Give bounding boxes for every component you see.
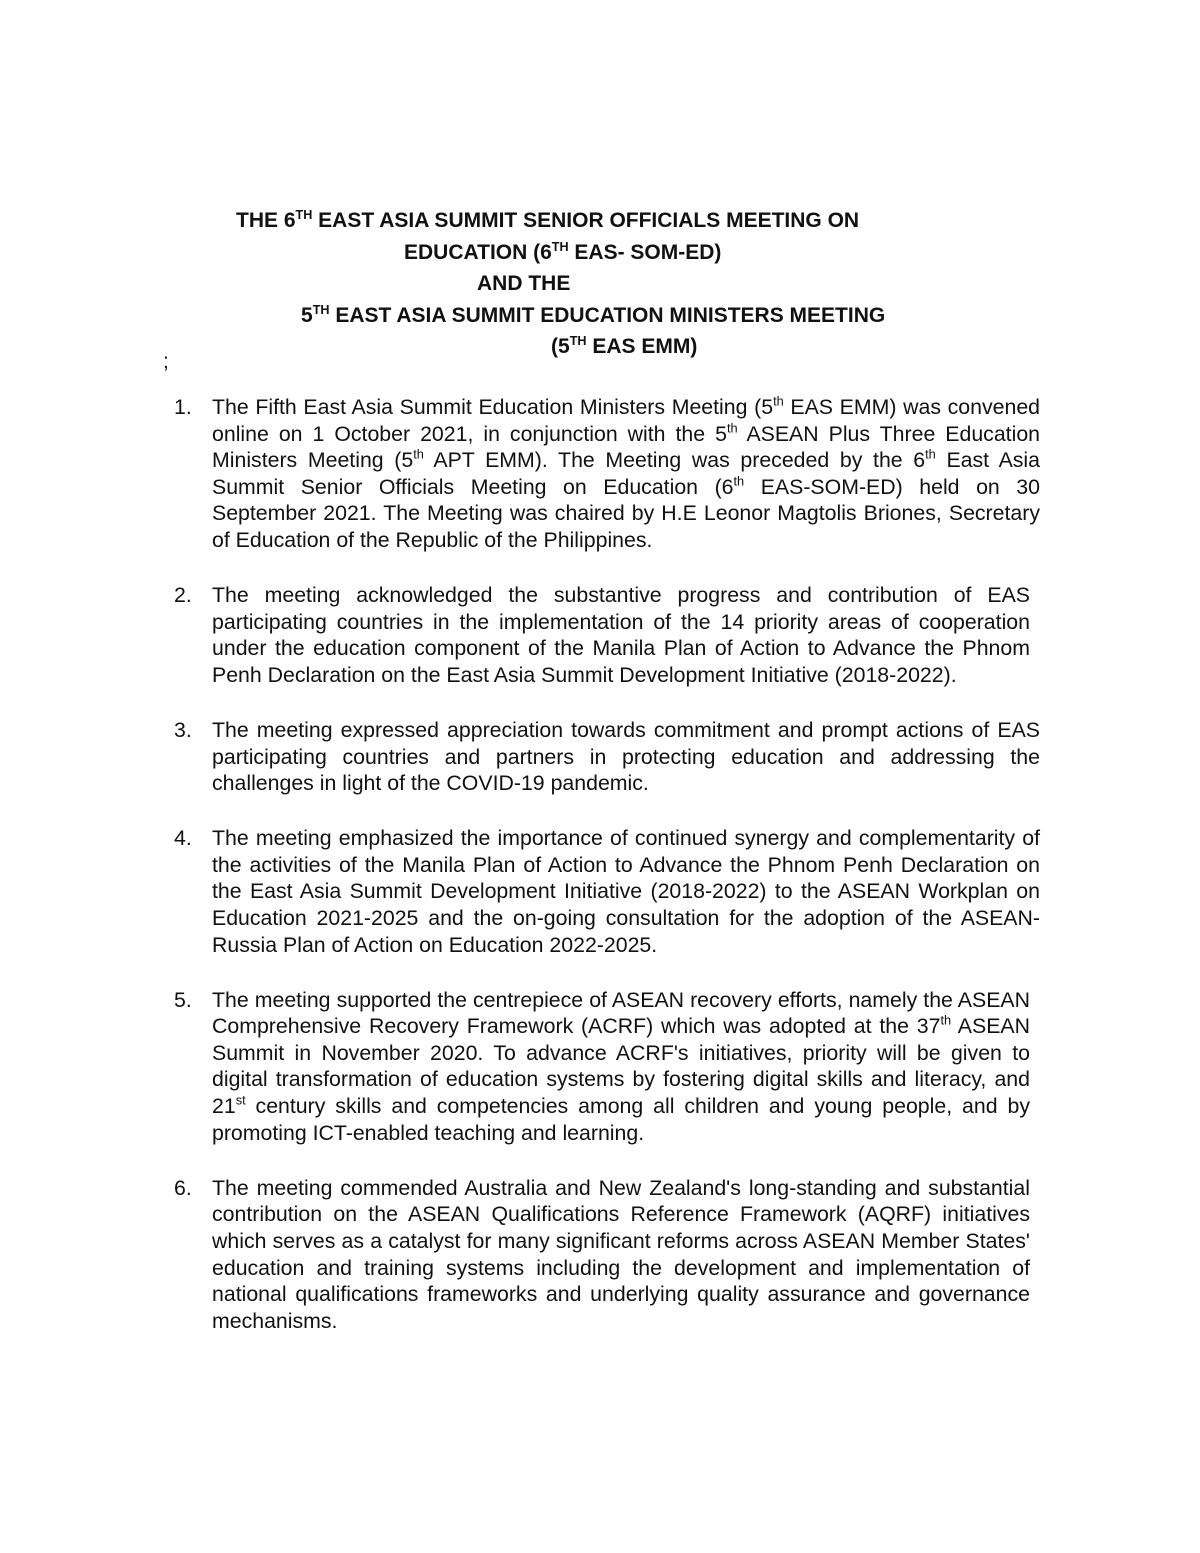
paragraph-list xyxy=(0,394,1200,1363)
list-item xyxy=(0,717,1200,797)
item-text: The meeting acknowledged the substantive progress and contribution of EAS participating countries in the implementation of the 14 priority areas of cooperation under the education component of the Manila Plan of Action to Advance the Phnom Penh Declaration on the East Asia Summit Development Initiative (2018-2022). xyxy=(212,583,1030,687)
item-text: The meeting supported the centrepiece of ASEAN recovery efforts, namely the ASEAN Comprehensive Recovery Framework (ACRF) which was adopted at the 37th ASEAN Summit in November 2020. To advance ACRF's initiatives, priority will be given to digital transformation of education systems by fostering digital skills and literacy, and 21st century skills and competencies among all children and young people, and by promoting ICT-enabled teaching and learning. xyxy=(212,987,1030,1145)
list-item xyxy=(0,394,1200,554)
item-text: The Fifth East Asia Summit Education Ministers Meeting (5th EAS EMM) was convened online on 1 October 2021, in conjunction with the 5th ASEAN Plus Three Education Ministers Meeting (5th APT EMM). The Meeting was preceded by the 6th East Asia Summit Senior Officials Meeting on Education (6th EAS-SOM-ED) held on 30 September 2021. The Meeting was chaired by H.E Leonor Magtolis Briones, Secretary of Education of the Republic of the Philippines. xyxy=(212,393,1041,552)
item-number: 5. xyxy=(174,987,192,1012)
item-number: 4. xyxy=(174,826,192,851)
item-text: The meeting expressed appreciation towards commitment and prompt actions of EAS participating countries and partners in protecting education and addressing the challenges in light of the COVID-19 pandemic. xyxy=(212,717,1040,796)
title-line-3: AND THE xyxy=(477,272,571,295)
list-item xyxy=(0,1175,1200,1335)
stray-semicolon: ; xyxy=(163,350,169,373)
item-number: 2. xyxy=(174,583,192,608)
title-line-4: 5TH EAST ASIA SUMMIT EDUCATION MINISTERS MEETING xyxy=(301,302,886,327)
list-item xyxy=(0,987,1200,1147)
item-text: The meeting emphasized the importance of continued synergy and complementarity of the activities of the Manila Plan of Action to Advance the Phnom Penh Declaration on the East Asia Summit Development Initiative (2018-2022) to the ASEAN Workplan on Education 2021-2025 and the on-going consultation for the adoption of the ASEAN-Russia Plan of Action on Education 2022-2025. xyxy=(212,826,1040,957)
title-line-5: (5TH EAS EMM) xyxy=(551,333,698,358)
item-number: 6. xyxy=(174,1175,192,1200)
list-item xyxy=(0,825,1200,958)
document-title xyxy=(0,205,1200,363)
list-item xyxy=(0,582,1200,688)
item-text: The meeting commended Australia and New Zealand's long-standing and substantial contribution on the ASEAN Qualifications Reference Framework (AQRF) initiatives which serves as a catalyst for many significant reforms across ASEAN Member States' education and training systems including the development and implementation of national qualifications frameworks and underlying quality assurance and governance mechanisms. xyxy=(212,1175,1030,1333)
item-number: 3. xyxy=(174,717,192,742)
title-line-2: EDUCATION (6TH EAS- SOM-ED) xyxy=(404,239,722,264)
item-number: 1. xyxy=(174,395,192,419)
title-line-1: THE 6TH EAST ASIA SUMMIT SENIOR OFFICIALS MEETING ON xyxy=(236,207,860,232)
